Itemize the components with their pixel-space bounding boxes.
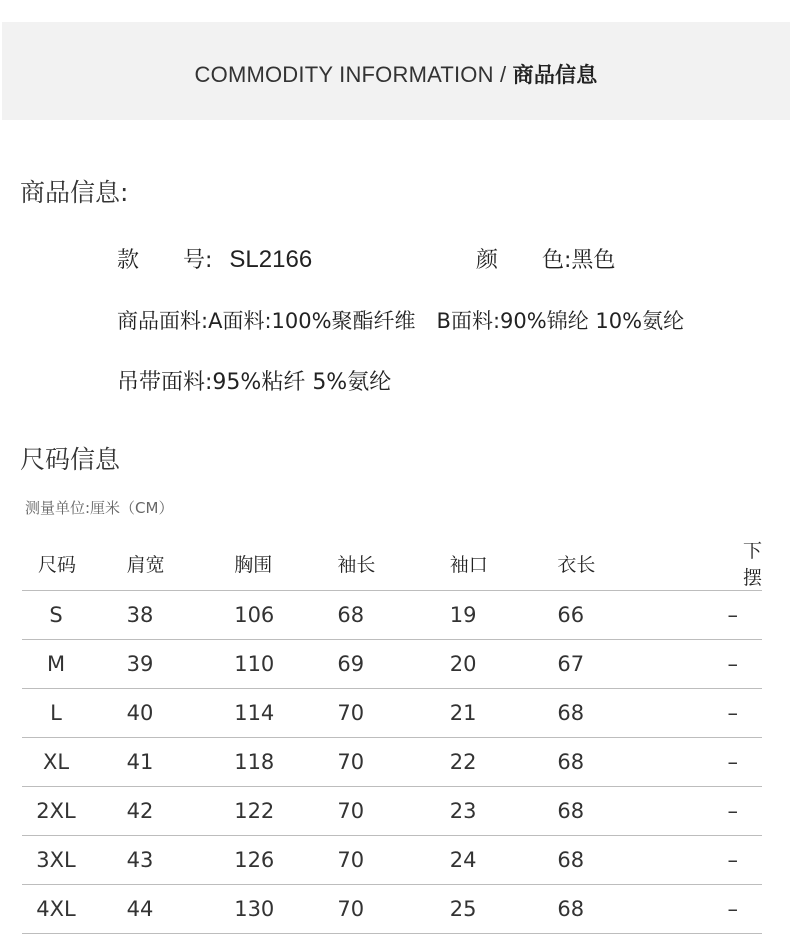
cell-size: M — [22, 640, 127, 689]
cell-size: L — [22, 689, 127, 738]
col-length: 衣长 — [557, 553, 596, 576]
cell-length: 68 — [557, 787, 665, 836]
table-row — [22, 885, 762, 934]
cell-sleeve-length: 70 — [337, 738, 449, 787]
cell-shoulder: 41 — [127, 738, 235, 787]
cell-length: 68 — [557, 885, 665, 934]
size-table — [22, 536, 762, 934]
banner-title-en: COMMODITY INFORMATION / — [194, 62, 513, 87]
cell-length: 67 — [557, 640, 665, 689]
table-row — [22, 738, 762, 787]
cell-size: XL — [22, 738, 127, 787]
table-row — [22, 640, 762, 689]
cell-chest: 126 — [234, 836, 337, 885]
cell-hem: – — [665, 591, 762, 640]
cell-hem: – — [665, 738, 762, 787]
cell-length: 68 — [557, 836, 665, 885]
banner-title — [2, 59, 790, 89]
table-row — [22, 787, 762, 836]
table-row — [22, 689, 762, 738]
cell-chest: 122 — [234, 787, 337, 836]
cell-hem: – — [665, 885, 762, 934]
strap-fabric-row — [117, 365, 391, 396]
cell-size: S — [22, 591, 127, 640]
cell-size: 3XL — [22, 836, 127, 885]
cell-sleeve-length: 70 — [337, 787, 449, 836]
cell-shoulder: 42 — [127, 787, 235, 836]
style-value: SL2166 — [229, 246, 313, 273]
color-label: 颜 色: — [476, 248, 572, 273]
fabric-label: 商品面料: — [117, 309, 209, 333]
col-cuff: 袖口 — [449, 553, 488, 576]
cell-chest: 110 — [234, 640, 337, 689]
cell-chest: 118 — [234, 738, 337, 787]
cell-shoulder: 44 — [127, 885, 235, 934]
cell-sleeve-length: 70 — [337, 885, 449, 934]
cell-shoulder: 40 — [127, 689, 235, 738]
header-banner — [2, 22, 790, 120]
cell-size: 4XL — [22, 885, 127, 934]
cell-sleeve-length: 69 — [337, 640, 449, 689]
banner-title-zh: 商品信息 — [512, 63, 598, 87]
cell-chest: 106 — [234, 591, 337, 640]
col-sleeve-length: 袖长 — [337, 553, 376, 576]
cell-sleeve-length: 68 — [337, 591, 449, 640]
col-chest: 胸围 — [234, 553, 273, 576]
cell-chest: 130 — [234, 885, 337, 934]
cell-length: 68 — [557, 689, 665, 738]
color-value: 黑色 — [571, 248, 616, 273]
cell-cuff: 25 — [450, 885, 558, 934]
cell-chest: 114 — [234, 689, 337, 738]
style-label: 款 号: — [117, 248, 213, 273]
strap-value: 95%粘纤 5%氨纶 — [212, 370, 392, 395]
size-table-header — [22, 536, 762, 591]
cell-shoulder: 43 — [127, 836, 235, 885]
cell-size: 2XL — [22, 787, 127, 836]
cell-cuff: 22 — [450, 738, 558, 787]
cell-length: 66 — [557, 591, 665, 640]
cell-hem: – — [665, 836, 762, 885]
cell-sleeve-length: 70 — [337, 689, 449, 738]
size-info-heading: 尺码信息 — [20, 445, 121, 474]
unit-note: 测量单位:厘米（CM） — [25, 499, 174, 517]
fabric-row — [117, 305, 684, 335]
cell-shoulder: 38 — [127, 591, 235, 640]
cell-cuff: 19 — [450, 591, 558, 640]
table-row — [22, 591, 762, 640]
cell-shoulder: 39 — [127, 640, 235, 689]
cell-hem: – — [665, 787, 762, 836]
cell-hem: – — [665, 640, 762, 689]
strap-label: 吊带面料: — [117, 370, 213, 395]
fabric-value: A面料:100%聚酯纤维 B面料:90%锦纶 10%氨纶 — [208, 309, 685, 333]
product-info-heading: 商品信息: — [20, 178, 129, 207]
col-hem: 下摆 — [742, 540, 762, 589]
col-shoulder: 肩宽 — [126, 553, 165, 576]
table-row — [22, 836, 762, 885]
cell-cuff: 21 — [450, 689, 558, 738]
cell-hem: – — [665, 689, 762, 738]
col-size: 尺码 — [38, 553, 77, 576]
style-number-row — [117, 243, 312, 274]
cell-cuff: 23 — [450, 787, 558, 836]
cell-cuff: 20 — [450, 640, 558, 689]
color-row — [476, 243, 615, 274]
cell-cuff: 24 — [450, 836, 558, 885]
cell-length: 68 — [557, 738, 665, 787]
cell-sleeve-length: 70 — [337, 836, 449, 885]
